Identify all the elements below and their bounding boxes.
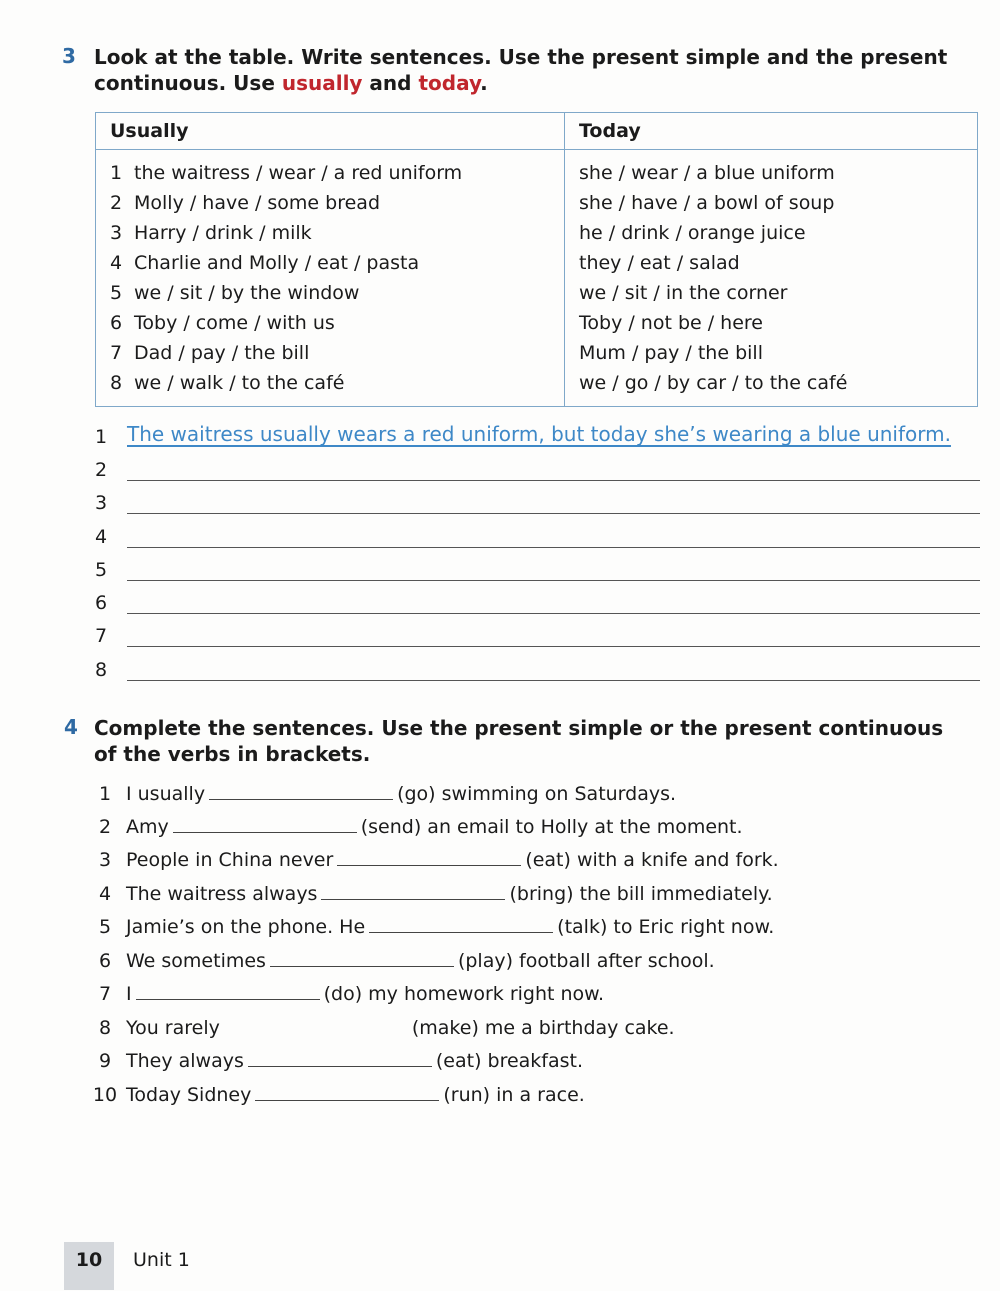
sentence-2 <box>84 812 743 842</box>
sentence-end: (eat) breakfast. <box>435 1050 584 1072</box>
table-row <box>110 218 550 248</box>
sentence-number: 2 <box>98 816 112 838</box>
write-line[interactable] <box>127 483 980 514</box>
write-line[interactable] <box>127 650 980 681</box>
sentence-end: (bring) the bill immediately. <box>509 883 773 905</box>
sentence-7 <box>84 979 604 1009</box>
table-row <box>110 308 550 338</box>
sentence-number: 8 <box>98 1017 112 1039</box>
usually-cell: Dad / pay / the bill <box>134 342 310 364</box>
sentence-end: (send) an email to Holly at the moment. <box>360 816 743 838</box>
today-cell: they / eat / salad <box>579 252 740 274</box>
row-number: 8 <box>110 372 123 394</box>
answer-blank[interactable] <box>255 1080 439 1101</box>
sentence-4 <box>84 879 773 909</box>
usually-cell: Harry / drink / milk <box>134 222 312 244</box>
usually-cell: Charlie and Molly / eat / pasta <box>134 252 420 274</box>
answer-line-4 <box>95 520 980 550</box>
exercise-3-number: 3 <box>62 44 76 68</box>
sentence-number: 5 <box>98 916 112 938</box>
title-text: . <box>480 71 488 95</box>
sentence-start: You rarely <box>126 1017 220 1039</box>
title-text: and <box>362 71 419 95</box>
exercise-4-title-line1: Complete the sentences. Use the present simple or the present continuous <box>94 716 944 740</box>
sentence-number: 1 <box>98 783 112 805</box>
today-cell: Mum / pay / the bill <box>579 342 763 364</box>
answer-line-2 <box>95 453 980 483</box>
today-cell: he / drink / orange juice <box>579 222 806 244</box>
usually-cell: Molly / have / some bread <box>134 192 381 214</box>
sentence-end: (talk) to Eric right now. <box>557 916 775 938</box>
sentence-start: Today Sidney <box>126 1084 252 1106</box>
sentence-6 <box>84 946 715 976</box>
table-row <box>110 368 550 398</box>
sentence-end: (play) football after school. <box>457 950 715 972</box>
line-number: 5 <box>95 559 108 581</box>
sentence-number: 7 <box>98 983 112 1005</box>
answer-line-6 <box>95 586 980 616</box>
exercise-3-title-line2 <box>94 70 947 96</box>
row-number: 7 <box>110 342 123 364</box>
write-line[interactable] <box>127 450 980 481</box>
table-row <box>110 278 550 308</box>
today-cell: we / go / by car / to the café <box>579 372 848 394</box>
sentence-number: 3 <box>98 849 112 871</box>
answer-line-8 <box>95 653 980 683</box>
row-number: 1 <box>110 162 123 184</box>
sentence-number: 6 <box>98 950 112 972</box>
table-row <box>110 248 550 278</box>
today-cell: we / sit / in the corner <box>579 282 788 304</box>
exercise-4-title-line2: of the verbs in brackets. <box>94 742 371 766</box>
sentence-start: Amy <box>126 816 169 838</box>
exercise-3-title-line1: Look at the table. Write sentences. Use the present simple and the present <box>94 45 948 69</box>
write-line[interactable] <box>127 583 980 614</box>
sentence-start: I <box>126 983 132 1005</box>
write-line[interactable] <box>127 550 980 581</box>
today-cell: she / have / a bowl of soup <box>579 192 835 214</box>
table-row <box>110 158 550 188</box>
write-line[interactable] <box>127 616 980 647</box>
sentence-start: Jamie’s on the phone. He <box>126 916 366 938</box>
row-number: 3 <box>110 222 123 244</box>
sentence-end: (go) swimming on Saturdays. <box>397 783 677 805</box>
row-number: 5 <box>110 282 123 304</box>
usually-cell: the waitress / wear / a red uniform <box>134 162 463 184</box>
sentence-number: 4 <box>98 883 112 905</box>
title-text: continuous. Use <box>94 71 282 95</box>
answer-blank[interactable] <box>270 946 454 967</box>
header-usually: Usually <box>96 113 565 150</box>
row-number: 2 <box>110 192 123 214</box>
sentence-8 <box>84 1013 675 1043</box>
today-cell: Toby / not be / here <box>579 312 763 334</box>
exercise-4-title <box>94 715 943 767</box>
sentence-3 <box>84 845 779 875</box>
answer-line-1 <box>95 420 980 450</box>
sentence-end: (eat) with a knife and fork. <box>525 849 779 871</box>
sentence-5 <box>84 912 774 942</box>
page-number: 10 <box>75 1249 103 1271</box>
answer-line-3 <box>95 486 980 516</box>
answer-blank[interactable] <box>369 912 553 933</box>
exercise-3-title <box>94 44 947 96</box>
sentence-end: (make) me a birthday cake. <box>411 1017 675 1039</box>
exercise-4-number: 4 <box>64 715 78 739</box>
usually-cell: we / sit / by the window <box>134 282 360 304</box>
sentence-1 <box>84 779 676 809</box>
sentence-10 <box>84 1080 585 1110</box>
write-line[interactable] <box>127 517 980 548</box>
line-number: 4 <box>95 526 108 548</box>
today-cell: she / wear / a blue uniform <box>579 162 835 184</box>
answer-line-5 <box>95 553 980 583</box>
usually-cell: we / walk / to the café <box>134 372 345 394</box>
line-number: 1 <box>95 426 108 448</box>
example-answer: The waitress usually wears a red uniform, but today she’s wearing a blue uniform. <box>127 422 951 446</box>
sentence-start: We sometimes <box>126 950 266 972</box>
table-row <box>110 338 550 368</box>
keyword-today: today <box>418 71 481 95</box>
header-today: Today <box>565 113 978 150</box>
sentence-start: The waitress always <box>126 883 318 905</box>
answer-blank[interactable] <box>337 845 521 866</box>
row-number: 4 <box>110 252 123 274</box>
unit-label: Unit 1 <box>133 1249 190 1271</box>
sentence-start: I usually <box>126 783 206 805</box>
sentence-start: People in China never <box>126 849 334 871</box>
sentence-9 <box>84 1046 583 1076</box>
answer-blank[interactable] <box>173 812 357 833</box>
answer-blank[interactable] <box>321 879 505 900</box>
answer-blank[interactable] <box>136 979 320 1000</box>
usually-today-table <box>95 112 978 407</box>
answer-blank[interactable] <box>248 1046 432 1067</box>
sentence-number: 10 <box>92 1084 118 1106</box>
sentence-number: 9 <box>98 1050 112 1072</box>
line-number: 3 <box>95 492 108 514</box>
answer-blank[interactable] <box>224 1013 408 1034</box>
sentence-start: They always <box>126 1050 244 1072</box>
usually-column <box>96 150 565 407</box>
line-number: 6 <box>95 592 108 614</box>
line-number: 7 <box>95 625 108 647</box>
line-number: 8 <box>95 659 108 681</box>
sentence-end: (do) my homework right now. <box>323 983 605 1005</box>
keyword-usually: usually <box>281 71 363 95</box>
table-row <box>110 188 550 218</box>
answer-line-7 <box>95 619 980 649</box>
usually-cell: Toby / come / with us <box>134 312 335 334</box>
row-number: 6 <box>110 312 123 334</box>
line-number: 2 <box>95 459 108 481</box>
sentence-end: (run) in a race. <box>443 1084 585 1106</box>
today-column <box>565 150 978 407</box>
answer-blank[interactable] <box>209 779 393 800</box>
